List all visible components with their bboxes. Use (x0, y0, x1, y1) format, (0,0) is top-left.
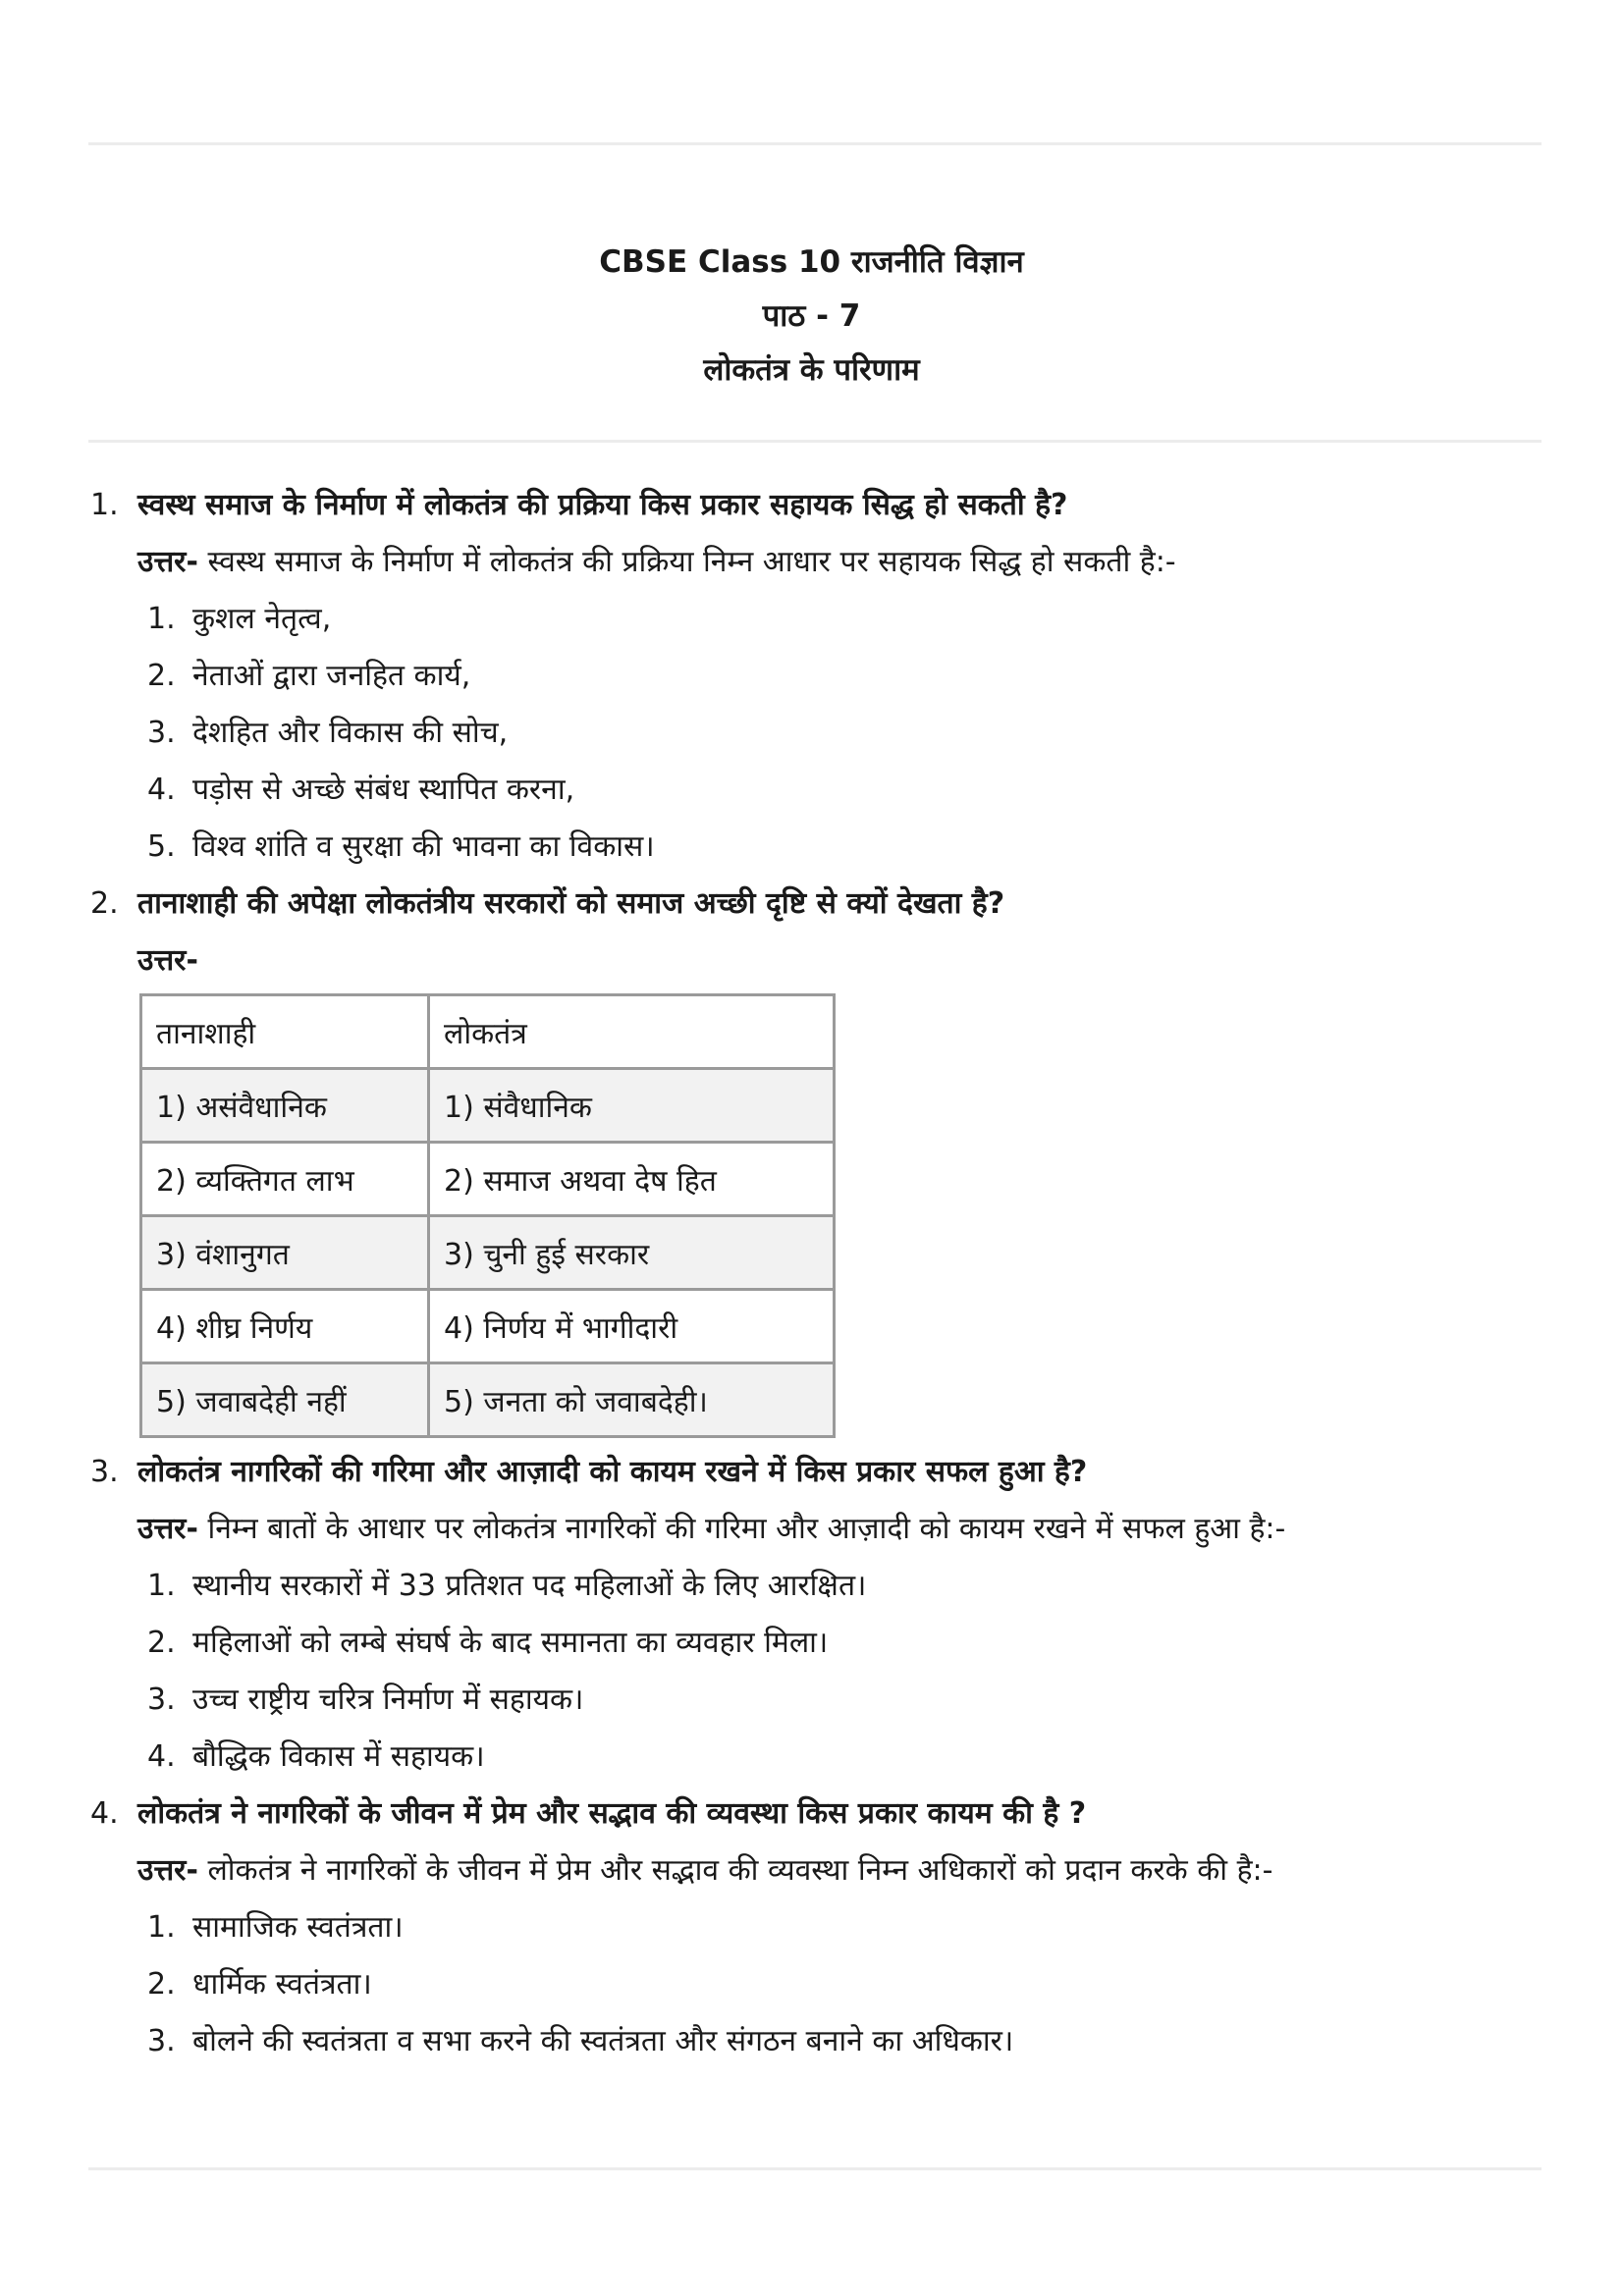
table-row (141, 1143, 835, 1216)
list-item (147, 819, 1534, 876)
item-number: 4. (147, 773, 176, 807)
item-text: स्थानीय सरकारों में 33 प्रतिशत पद महिलाओं के लिए आरक्षित। (192, 1569, 867, 1603)
question-4 (90, 1786, 1534, 1842)
item-text: विश्व शांति व सुरक्षा की भावना का विकास। (192, 829, 655, 864)
answer-points (90, 591, 1534, 876)
list-item (147, 1956, 1534, 2013)
item-number: 3. (147, 716, 176, 750)
table-row (141, 1216, 835, 1290)
table-cell: 5) जनता को जवाबदेही। (429, 1363, 835, 1437)
list-item (147, 591, 1534, 648)
answer-label: उत्तर- (137, 545, 198, 579)
item-number: 1. (147, 602, 176, 636)
table-header-row (141, 995, 835, 1069)
table-row (141, 1069, 835, 1143)
question-number: 1. (90, 488, 119, 522)
item-number: 4. (147, 1739, 176, 1774)
list-item (147, 1672, 1534, 1729)
document-header (0, 236, 1623, 398)
answer-intro (90, 534, 1534, 591)
question-list (90, 477, 1534, 2070)
answer-intro (90, 933, 1534, 989)
item-number: 3. (147, 2024, 176, 2058)
list-item (147, 648, 1534, 705)
chapter-title: लोकतंत्र के परिणाम (703, 352, 920, 388)
comparison-table-wrap (90, 993, 1534, 1438)
item-number: 5. (147, 829, 176, 864)
document-title: CBSE Class 10 राजनीति विज्ञान (599, 244, 1024, 280)
item-text: धार्मिक स्वतंत्रता। (192, 1967, 372, 2002)
question-text: लोकतंत्र नागरिकों की गरिमा और आज़ादी को कायम रखने में किस प्रकार सफल हुआ है? (137, 1455, 1088, 1489)
item-number: 2. (147, 659, 176, 693)
answer-text: लोकतंत्र ने नागरिकों के जीवन में प्रेम और सद्भाव की व्यवस्था निम्न अधिकारों को प्रदान करके की है:- (197, 1853, 1273, 1888)
list-item (147, 1729, 1534, 1786)
item-text: बोलने की स्वतंत्रता व सभा करने की स्वतंत्रता और संगठन बनाने का अधिकार। (192, 2024, 1014, 2058)
question-2 (90, 876, 1534, 933)
answer-label: उत्तर- (137, 1512, 198, 1546)
table-cell: 4) शीघ्र निर्णय (141, 1290, 429, 1363)
list-item (147, 1899, 1534, 1956)
table-cell: 2) समाज अथवा देष हित (429, 1143, 835, 1216)
item-number: 1. (147, 1910, 176, 1945)
table-cell: 1) असंवैधानिक (141, 1069, 429, 1143)
question-text: तानाशाही की अपेक्षा लोकतंत्रीय सरकारों को समाज अच्छी दृष्टि से क्यों देखता है? (137, 886, 1005, 921)
question-3 (90, 1444, 1534, 1501)
answer-intro (90, 1501, 1534, 1558)
answer-points (90, 1899, 1534, 2070)
table-cell: 3) वंशानुगत (141, 1216, 429, 1290)
bottom-divider (88, 2167, 1542, 2170)
table-row (141, 1363, 835, 1437)
answer-label: उत्तर- (137, 943, 198, 978)
table-row (141, 1290, 835, 1363)
list-item (147, 705, 1534, 762)
item-text: सामाजिक स्वतंत्रता। (192, 1910, 404, 1945)
top-divider (88, 142, 1542, 145)
question-text: स्वस्थ समाज के निर्माण में लोकतंत्र की प्रक्रिया किस प्रकार सहायक सिद्ध हो सकती है? (137, 488, 1068, 522)
item-text: कुशल नेतृत्व, (192, 602, 332, 636)
table-header: तानाशाही (141, 995, 429, 1069)
answer-text: निम्न बातों के आधार पर लोकतंत्र नागरिकों की गरिमा और आज़ादी को कायम रखने में सफल हुआ है:- (197, 1512, 1286, 1546)
item-text: महिलाओं को लम्बे संघर्ष के बाद समानता का व्यवहार मिला। (192, 1626, 829, 1660)
header-divider (88, 440, 1542, 443)
answer-points (90, 1558, 1534, 1786)
answer-label: उत्तर- (137, 1853, 198, 1888)
item-number: 3. (147, 1682, 176, 1717)
item-number: 1. (147, 1569, 176, 1603)
table-cell: 5) जवाबदेही नहीं (141, 1363, 429, 1437)
list-item (147, 762, 1534, 819)
item-text: उच्च राष्ट्रीय चरित्र निर्माण में सहायक। (192, 1682, 584, 1717)
list-item (147, 2013, 1534, 2070)
answer-intro (90, 1842, 1534, 1899)
list-item (147, 1615, 1534, 1672)
table-cell: 4) निर्णय में भागीदारी (429, 1290, 835, 1363)
chapter-number: पाठ - 7 (762, 298, 861, 334)
item-text: पड़ोस से अच्छे संबंध स्थापित करना, (192, 773, 575, 807)
table-header: लोकतंत्र (429, 995, 835, 1069)
table-cell: 3) चुनी हुई सरकार (429, 1216, 835, 1290)
question-number: 3. (90, 1455, 119, 1489)
question-number: 4. (90, 1796, 119, 1831)
item-number: 2. (147, 1967, 176, 2002)
item-text: नेताओं द्वारा जनहित कार्य, (192, 659, 471, 693)
comparison-table (139, 993, 836, 1438)
question-number: 2. (90, 886, 119, 921)
table-cell: 2) व्यक्तिगत लाभ (141, 1143, 429, 1216)
item-number: 2. (147, 1626, 176, 1660)
answer-text: स्वस्थ समाज के निर्माण में लोकतंत्र की प्रक्रिया निम्न आधार पर सहायक सिद्ध हो सकती है:- (197, 545, 1176, 579)
question-text: लोकतंत्र ने नागरिकों के जीवन में प्रेम और सद्भाव की व्यवस्था किस प्रकार कायम की है ? (137, 1796, 1087, 1831)
question-1 (90, 477, 1534, 534)
item-text: देशहित और विकास की सोच, (192, 716, 509, 750)
table-cell: 1) संवैधानिक (429, 1069, 835, 1143)
list-item (147, 1558, 1534, 1615)
item-text: बौद्धिक विकास में सहायक। (192, 1739, 485, 1774)
